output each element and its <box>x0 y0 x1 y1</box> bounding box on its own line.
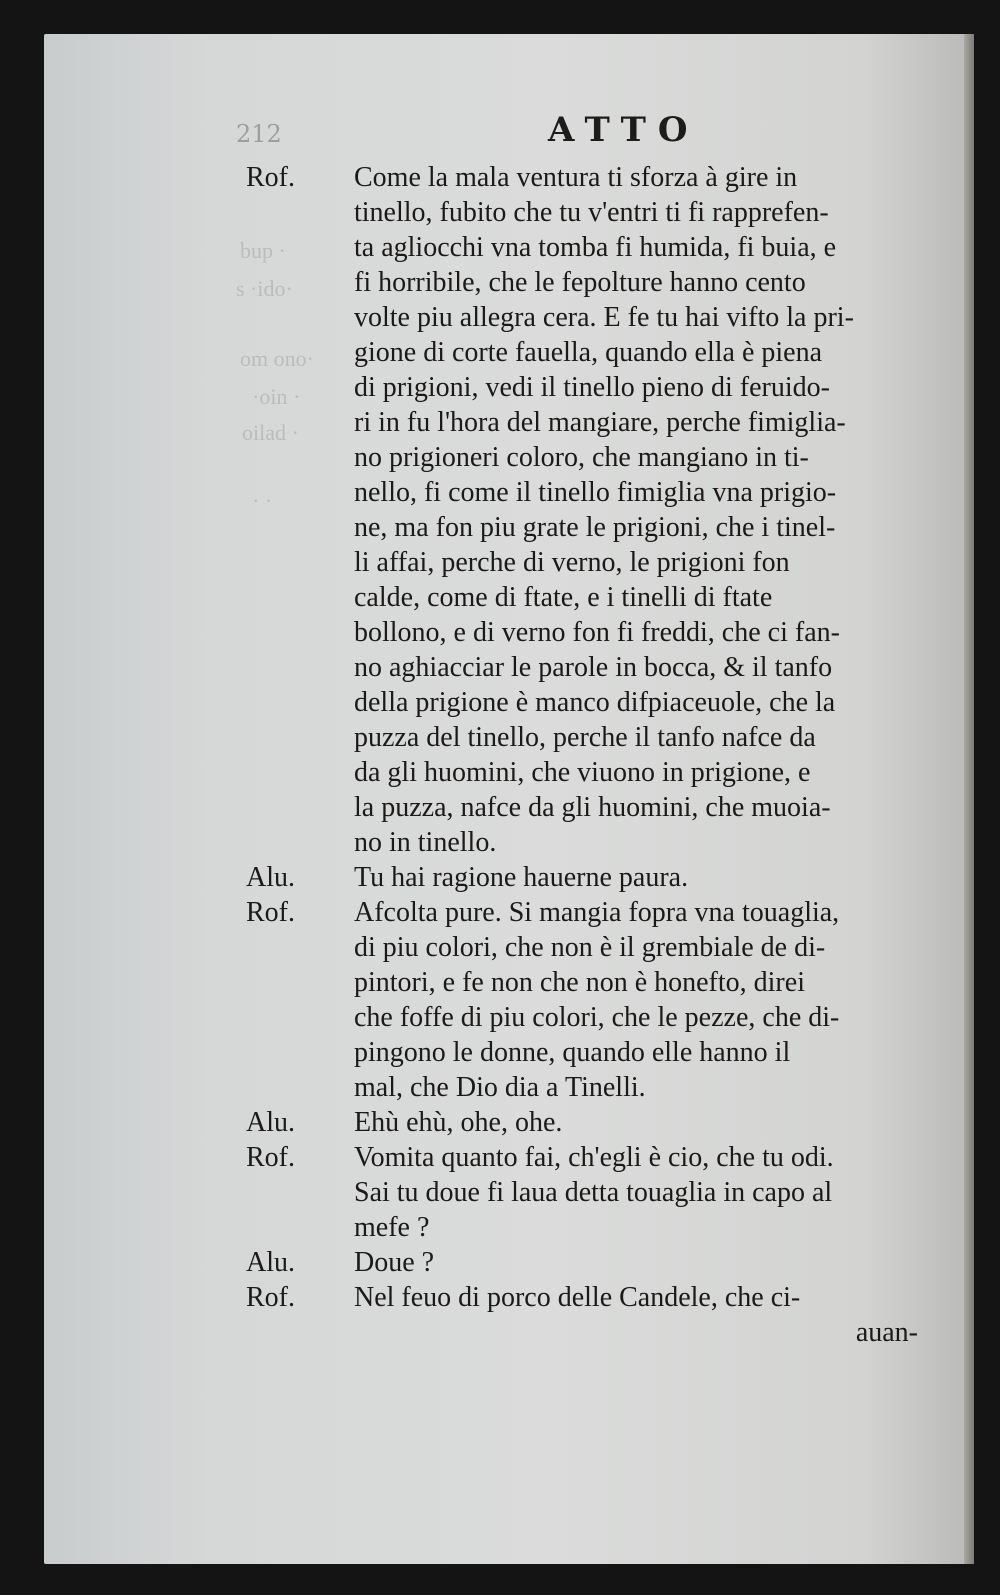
dialogue-text <box>246 160 926 1350</box>
text-line: Ehù ehù, ohe, ohe. <box>354 1107 563 1138</box>
text-line: Afcolta pure. Si mangia fopra vna touaglia, <box>354 897 840 928</box>
text-line: di piu colori, che non è il grembiale de di- <box>354 932 826 963</box>
text-line: calde, come di ftate, e i tinelli di ftate <box>354 582 773 613</box>
speech-lines <box>354 860 926 895</box>
bleed-through-mark: oilad · <box>242 420 299 445</box>
speech-lines <box>354 1140 926 1245</box>
speech <box>246 895 926 1105</box>
text-line: bollono, e di verno fon fi freddi, che ci fan- <box>354 617 840 648</box>
speech <box>246 1105 926 1140</box>
text-line: della prigione è manco difpiaceuole, che la <box>354 687 836 718</box>
text-line: mal, che Dio dia a Tinelli. <box>354 1072 646 1103</box>
bleed-through-mark: om ono· <box>240 346 314 371</box>
text-line: li affai, perche di verno, le prigioni fon <box>354 547 790 578</box>
text-line: nello, fi come il tinello fimiglia vna prigio- <box>354 477 837 508</box>
speaker-label: Rof. <box>246 162 295 193</box>
page-header <box>0 110 1000 160</box>
text-line: da gli huomini, che viuono in prigione, e <box>354 757 811 788</box>
text-line: mefe ? <box>354 1212 430 1243</box>
text-line: fi horribile, che le fepolture hanno cento <box>354 267 806 298</box>
text-line: puzza del tinello, perche il tanfo nafce da <box>354 722 816 753</box>
text-line: pingono le donne, quando elle hanno il <box>354 1037 791 1068</box>
speech <box>246 1280 926 1350</box>
bleed-through-mark: · · <box>252 488 273 513</box>
bleed-through-mark: s ·ido· <box>236 276 293 301</box>
speaker-label: Rof. <box>246 1142 295 1173</box>
catchword: auan- <box>855 1317 918 1348</box>
speaker-label: Alu. <box>246 1107 295 1138</box>
speech <box>246 160 926 860</box>
bleed-through-mark: bup · <box>240 238 286 263</box>
speaker-label: Alu. <box>246 862 295 893</box>
speaker-label: Rof. <box>246 897 295 928</box>
text-line: Tu hai ragione hauerne paura. <box>354 862 689 893</box>
text-line: no prigioneri coloro, che mangiano in ti- <box>354 442 809 473</box>
text-line: Come la mala ventura ti sforza à gire in <box>354 162 798 193</box>
text-line: che foffe di piu colori, che le pezze, che di- <box>354 1002 840 1033</box>
text-line: ta agliocchi vna tomba fi humida, fi buia, e <box>354 232 837 263</box>
text-line: la puzza, nafce da gli huomini, che muoia- <box>354 792 831 823</box>
text-line: Nel feuo di porco delle Candele, che ci- <box>354 1282 801 1313</box>
speaker-label: Alu. <box>246 1247 295 1278</box>
text-line: tinello, fubito che tu v'entri ti fi rapprefen- <box>354 197 829 228</box>
text-line: ri in fu l'hora del mangiare, perche fimiglia- <box>354 407 846 438</box>
page-number: 212 <box>236 120 282 148</box>
speech-lines <box>354 160 926 860</box>
speech <box>246 860 926 895</box>
page-edge <box>964 34 974 1564</box>
text-line: Doue ? <box>354 1247 435 1278</box>
speech-lines <box>354 1105 926 1140</box>
text-line: no aghiacciar le parole in bocca, & il tanfo <box>354 652 833 683</box>
text-line: no in tinello. <box>354 827 497 858</box>
text-line: di prigioni, vedi il tinello pieno di feruido- <box>354 372 830 403</box>
speech-lines <box>354 895 926 1105</box>
speech <box>246 1245 926 1280</box>
bleed-through-mark: ·oin · <box>252 384 301 409</box>
speaker-label: Rof. <box>246 1282 295 1313</box>
text-line: volte piu allegra cera. E fe tu hai vifto la pri- <box>354 302 854 333</box>
speech-lines <box>354 1280 926 1350</box>
speech-lines <box>354 1245 926 1280</box>
text-line: ne, ma fon piu grate le prigioni, che i tinel- <box>354 512 836 543</box>
speech <box>246 1140 926 1245</box>
text-line: Sai tu doue fi laua detta touaglia in capo al <box>354 1177 833 1208</box>
text-line: Vomita quanto fai, ch'egli è cio, che tu odi. <box>354 1142 834 1173</box>
text-line: pintori, e fe non che non è honefto, direi <box>354 967 805 998</box>
text-line: gione di corte fauella, quando ella è piena <box>354 337 823 368</box>
running-head: ATTO <box>548 110 700 150</box>
